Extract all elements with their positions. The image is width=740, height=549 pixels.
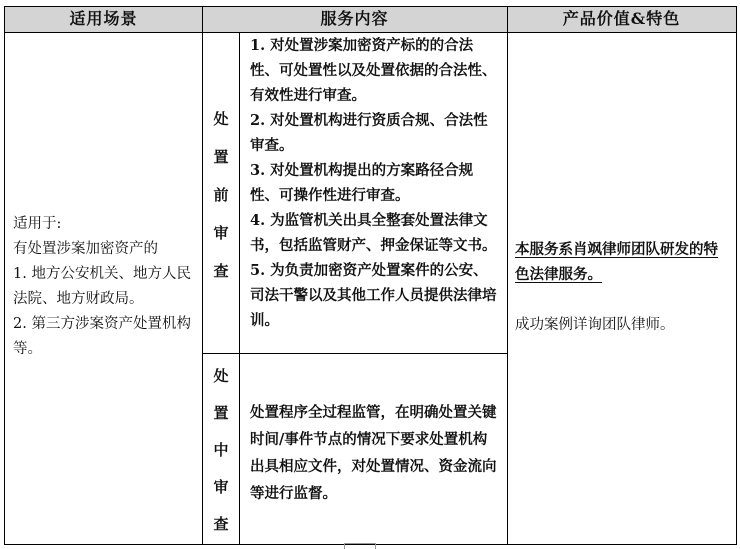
pre-review-label <box>203 100 239 290</box>
scenario-item-2: 2. 第三方涉案资产处置机构等。 <box>13 316 191 357</box>
value-cell <box>515 237 731 338</box>
header-scenario: 适用场景 <box>5 6 202 32</box>
pre-review-item-2: 2. 对处置机构进行资质合规、合法性审查。 <box>250 112 488 154</box>
mid-review-char: 置 <box>213 404 229 422</box>
table-border-top <box>4 6 737 7</box>
pre-review-item-5: 5. 为负责加密资产处置案件的公安、司法干警以及其他工作人员提供法律培训。 <box>250 262 497 329</box>
mid-review-char: 查 <box>213 515 229 533</box>
row-divider <box>202 353 507 354</box>
scenario-intro: 适用于: <box>13 216 62 232</box>
pre-review-char: 审 <box>213 224 229 242</box>
scenario-cell <box>13 212 197 362</box>
pre-review-char: 处 <box>213 110 229 128</box>
header-product-value: 产品价值&特色 <box>507 6 736 32</box>
mid-review-char: 审 <box>213 478 229 496</box>
column-divider-label <box>239 32 240 545</box>
value-note: 成功案例详询团队律师。 <box>515 317 675 333</box>
value-highlight: 本服务系肖飒律师团队研发的特色法律服务。 <box>515 241 718 283</box>
pre-review-item-3: 3. 对处置机构提出的方案路径合规性、可操作性进行审查。 <box>250 162 474 204</box>
pre-review-char: 置 <box>213 148 229 166</box>
pre-review-char: 查 <box>213 262 229 280</box>
mid-review-label <box>203 358 239 543</box>
column-divider-2 <box>507 6 508 545</box>
mid-review-char: 处 <box>213 367 229 385</box>
pre-review-item-1: 1. 对处置涉案加密资产标的的合法性、可处置性以及处置依据的合法性、有效性进行审查。 <box>250 37 497 104</box>
scenario-item-1: 1. 地方公安机关、地方人民法院、地方财政局。 <box>13 266 191 307</box>
pre-review-char: 前 <box>213 186 229 204</box>
table-border-left <box>4 6 5 545</box>
scenario-line: 有处置涉案加密资产的 <box>13 241 158 257</box>
mid-review-content <box>250 399 500 507</box>
pre-review-item-4: 4. 为监管机关出具全整套处置法律文书，包括监管财产、押金保证等文书。 <box>250 212 497 254</box>
mid-review-char: 中 <box>213 441 229 459</box>
pre-review-content <box>250 33 500 333</box>
next-page-stub <box>344 543 376 549</box>
table-border-right <box>736 6 737 545</box>
header-service-content: 服务内容 <box>202 6 507 32</box>
mid-review-text: 处置程序全过程监管，在明确处置关键时间/事件节点的情况下要求处置机构出具相应文件，对处置情况、资金流向等进行监督。 <box>250 404 497 502</box>
